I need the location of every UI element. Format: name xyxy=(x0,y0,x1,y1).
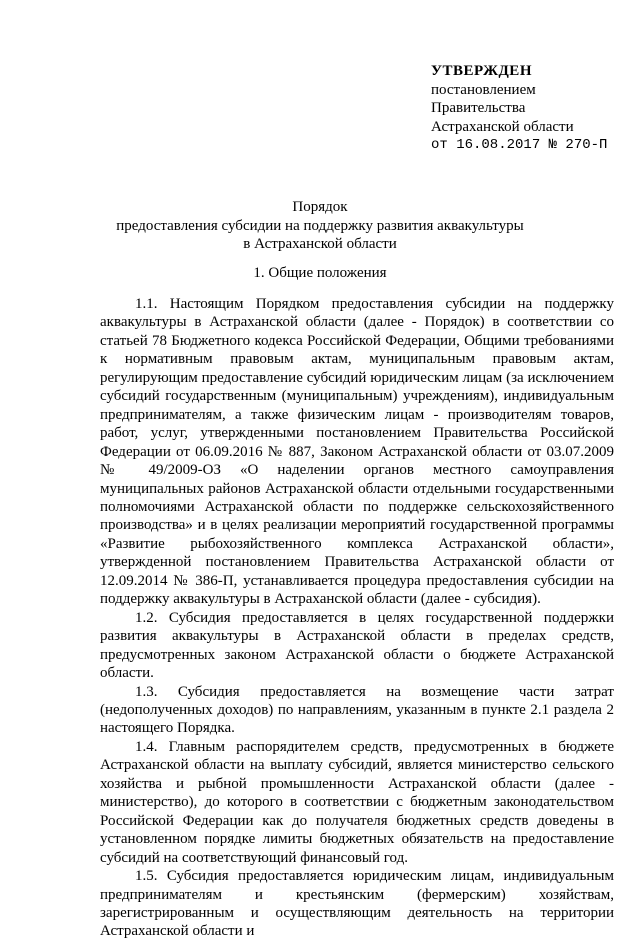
paragraph-1-4: 1.4. Главным распорядителем средств, предусмотренных в бюджете Астраханской области на выплату субсидий, является министерство сельского хозяйства и рыбной промышленности Астраханской области (далее - министерство), до которого в соответствии с бюджетным законодательством Российской Федерации как до получателя бюджетных средств доведены в установленном порядке лимиты бюджетных обязательств на предоставление субсидий на соответствующий финансовый год. xyxy=(100,738,614,866)
paragraph-1-3: 1.3. Субсидия предоставляется на возмещение части затрат (недополученных доходов) по направлениям, указанным в пункте 2.1 раздела 2 настоящего Порядка. xyxy=(100,683,614,737)
approval-date: от 16.08.2017 № 270-П xyxy=(431,137,608,153)
paragraph-1-2: 1.2. Субсидия предоставляется в целях государственной поддержки развития аквакультуры в Астраханской области в пределах средств, предусмотренных законом Астраханской области о бюджете Астраханской области. xyxy=(100,609,614,682)
document-title xyxy=(0,198,640,254)
title-line: Порядок xyxy=(292,199,348,215)
approval-stamp xyxy=(431,62,631,155)
paragraph-1-1: 1.1. Настоящим Порядком предоставления субсидии на поддержку аквакультуры в Астраханской области (далее - Порядок) в соответствии со статьей 78 Бюджетного кодекса Российской Федерации, Общими требованиями к нормативным правовым актам, муниципальным правовым актам, регулирующим предоставление субсидий юридическим лицам (за исключением субсидий государственным (муниципальным) учреждениям), индивидуальным предпринимателям, а также физическим лицам - производителям товаров, работ, услуг, утвержденными постановлением Правительства Российской Федерации от 06.09.2016 № 887, Законом Астраханской области от 03.07.2009 № 49/2009-ОЗ «О наделении органов местного самоуправления муниципальных районов Астраханской области отдельными государственными полномочиями Астраханской области по поддержке сельскохозяйственного производства» и в целях реализации мероприятий государственной программы «Развитие рыбохозяйственного комплекса Астраханской области», утвержденной постановлением Правительства Астраханской области от 12.09.2014 № 386-П, устанавливается процедура предоставления субсидии на поддержку аквакультуры в Астраханской области (далее - субсидия). xyxy=(100,296,614,608)
approval-line: постановлением xyxy=(431,81,536,98)
approval-heading: УТВЕРЖДЕН xyxy=(431,63,532,79)
title-line: в Астраханской области xyxy=(243,236,397,252)
approval-line: Астраханской области xyxy=(431,118,574,135)
title-line: предоставления субсидии на поддержку развития аквакультуры xyxy=(116,217,524,234)
document-body xyxy=(100,295,614,941)
section-heading: 1. Общие положения xyxy=(253,265,387,281)
approval-line: Правительства xyxy=(431,100,526,116)
paragraph-1-5: 1.5. Субсидия предоставляется юридическим лицам, индивидуальным предпринимателям и крестьянским (фермерским) хозяйствам, зарегистрированным и осуществляющим деятельность на территории Астраханской области и xyxy=(100,868,614,940)
